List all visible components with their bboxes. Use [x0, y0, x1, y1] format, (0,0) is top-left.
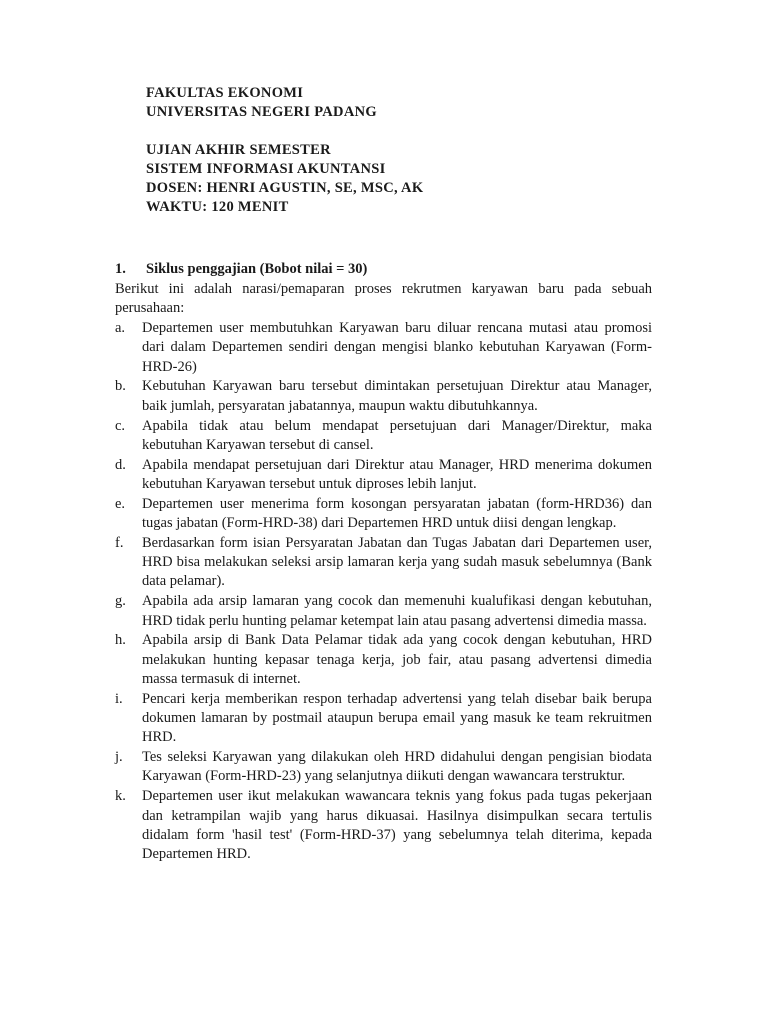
- list-item-marker: f.: [115, 534, 124, 551]
- exam-duration: WAKTU: 120 MENIT: [146, 199, 289, 215]
- faculty-name: FAKULTAS EKONOMI: [146, 85, 304, 101]
- list-item-marker: k.: [115, 788, 126, 805]
- list-item: [115, 787, 652, 864]
- list-item: [115, 592, 652, 631]
- list-item-marker: c.: [115, 417, 126, 434]
- list-item: [115, 631, 652, 689]
- list-item-marker: g.: [115, 593, 126, 610]
- list-item: [115, 377, 652, 416]
- list-item-text: Departemen user ikut melakukan wawancara teknis yang fokus pada tugas pekerjaan dan ketrampilan wajib yang harus dikuasai. Hasilnya disimpulkan secara tertulis didalam form 'hasil test' (Form-HRD-37) yang sebelumnya telah diterima, kepada Departemen HRD.: [142, 788, 652, 863]
- list-item-marker: i.: [115, 690, 123, 707]
- list-item-text: Departemen user menerima form kosongan persyaratan jabatan (form-HRD36) dan tugas jabatan (Form-HRD-38) dari Departemen HRD untuk diisi dengan lengkap.: [142, 495, 652, 532]
- list-item-marker: a.: [115, 320, 126, 337]
- list-item-marker: j.: [115, 749, 123, 766]
- question-heading: Siklus penggajian (Bobot nilai = 30): [146, 261, 368, 277]
- question-title: [115, 260, 652, 279]
- list-item-text: Departemen user membutuhkan Karyawan baru diluar rencana mutasi atau promosi dari dalam Departemen sendiri dengan mengisi blanko kebutuhan Karyawan (Form-HRD-26): [142, 320, 652, 375]
- question-intro: Berikut ini adalah narasi/pemaparan proses rekrutmen karyawan baru pada sebuah perusahaan:: [115, 281, 652, 317]
- list-item: [115, 690, 652, 748]
- list-item: [115, 417, 652, 456]
- document-header: [146, 84, 423, 217]
- list-item-text: Apabila mendapat persetujuan dari Direktur atau Manager, HRD menerima dokumen kebutuhan Karyawan tersebut untuk diproses lebih lanjut.: [142, 456, 652, 492]
- list-item-marker: b.: [115, 378, 126, 395]
- university-name: UNIVERSITAS NEGERI PADANG: [146, 104, 377, 120]
- list-item-marker: d.: [115, 456, 126, 473]
- list-item-text: Apabila arsip di Bank Data Pelamar tidak ada yang cocok dengan kebutuhan, HRD melakukan hunting kepasar tenaga kerja, job fair, atau pasang advertensi dimedia massa termasuk di internet.: [142, 632, 652, 687]
- header-spacer: [146, 122, 423, 141]
- lecturer-name: DOSEN: HENRI AGUSTIN, SE, MSC, AK: [146, 180, 424, 196]
- list-item: [115, 534, 652, 592]
- list-item-marker: e.: [115, 495, 126, 512]
- list-item: [115, 319, 652, 377]
- list-item: [115, 748, 652, 787]
- course-name: SISTEM INFORMASI AKUNTANSI: [146, 161, 386, 177]
- list-item: [115, 495, 652, 534]
- question-number: 1.: [115, 261, 126, 277]
- list-item-text: Kebutuhan Karyawan baru tersebut dimintakan persetujuan Direktur atau Manager, baik jumlah, persyaratan jabatannya, maupun waktu dibutuhkannya.: [142, 378, 652, 414]
- list-item-text: Apabila tidak atau belum mendapat persetujuan dari Manager/Direktur, maka kebutuhan Karyawan tersebut di cansel.: [142, 417, 652, 453]
- list-item-text: Pencari kerja memberikan respon terhadap advertensi yang telah disebar baik berupa dokumen lamaran by postmail ataupun berupa email yang masuk ke team rekruitmen HRD.: [142, 690, 652, 746]
- process-list: [115, 319, 652, 864]
- exam-title: UJIAN AKHIR SEMESTER: [146, 142, 331, 158]
- list-item-marker: h.: [115, 632, 126, 649]
- list-item-text: Apabila ada arsip lamaran yang cocok dan memenuhi kualufikasi dengan kebutuhan, HRD tidak perlu hunting pelamar ketempat lain atau pasang advertensi dimedia massa.: [142, 593, 652, 629]
- list-item-text: Tes seleksi Karyawan yang dilakukan oleh HRD didahului dengan pengisian biodata Karyawan (Form-HRD-23) yang selanjutnya diikuti dengan wawancara terstruktur.: [142, 749, 652, 785]
- question-section: [115, 260, 652, 864]
- list-item: [115, 456, 652, 495]
- list-item-text: Berdasarkan form isian Persyaratan Jabatan dan Tugas Jabatan dari Departemen user, HRD bisa melakukan seleksi arsip lamaran kerja yang sudah masuk sebelumnya (Bank data pelamar).: [142, 534, 652, 590]
